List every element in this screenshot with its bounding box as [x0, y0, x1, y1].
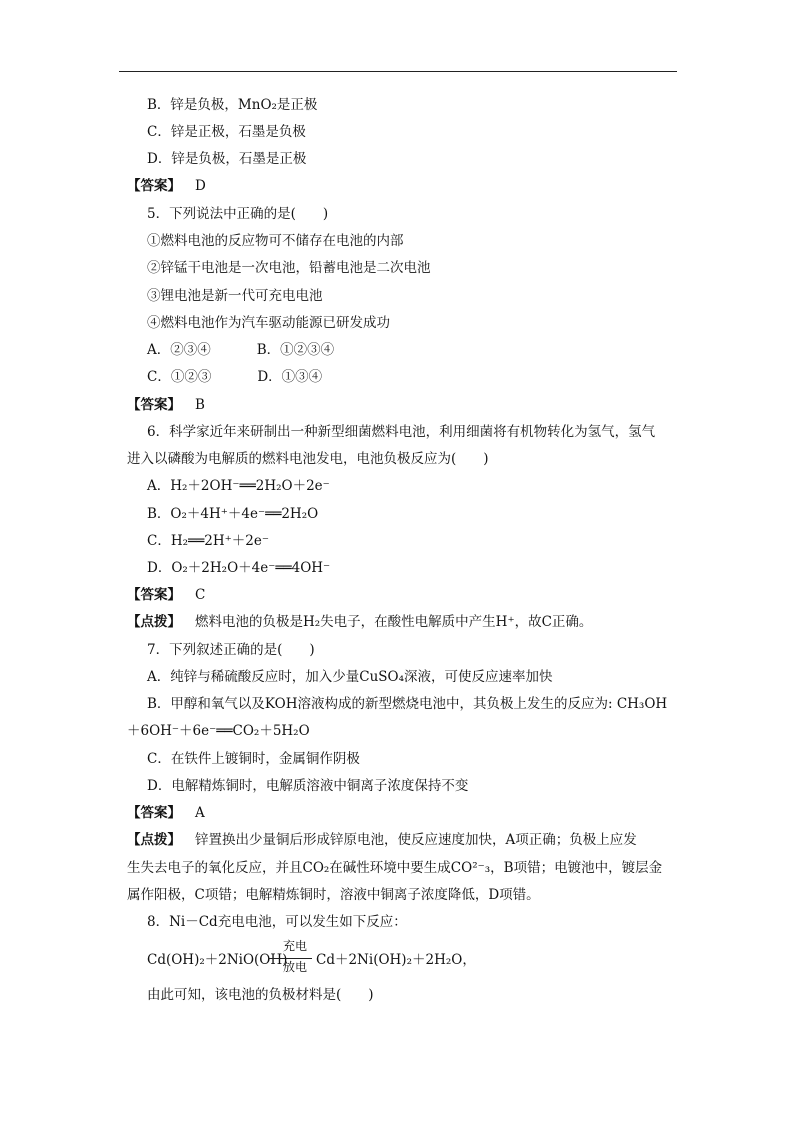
q7-option-c: C．在铁件上镀铜时，金属铜作阴极: [147, 751, 360, 767]
reaction-condition-bottom: 放电: [282, 960, 307, 974]
tip-6: [127, 612, 592, 632]
q6-option-d: D．O₂＋2H₂O＋4e⁻══4OH⁻: [147, 560, 331, 576]
q6-option-b: B．O₂＋4H⁺＋4e⁻══2H₂O: [147, 506, 319, 522]
q5-statement-2: ②锌锰干电池是一次电池，铅蓄电池是二次电池: [147, 260, 431, 276]
answer-tag: 【答案】: [127, 587, 181, 603]
answer-tag: 【答案】: [127, 805, 181, 821]
question-6-line-1: 6．科学家近年来研制出一种新型细菌燃料电池，利用细菌将有机物转化为氢气，氢气: [147, 424, 656, 440]
q6-option-a: A．H₂＋2OH⁻══2H₂O＋2e⁻: [147, 478, 330, 494]
answer-5: [127, 395, 205, 415]
q7-option-a: A．纯锌与稀硫酸反应时，加入少量CuSO₄深液，可使反应速率加快: [147, 669, 553, 685]
q5-statement-1: ①燃料电池的反应物可不储存在电池的内部: [147, 233, 404, 249]
q8-equation-left: Cd(OH)₂＋2NiO(OH): [147, 952, 288, 968]
tip-text: 锌置换出少量铜后形成锌原电池，使反应速度加快，A项正确；负极上应发: [195, 832, 637, 848]
tip-text: 燃料电池的负极是H₂失电子，在酸性电解质中产生H⁺，故C正确。: [195, 614, 593, 630]
question-6-line-2: 进入以磷酸为电解质的燃料电池发电，电池负极反应为( ): [127, 451, 489, 467]
q5-statement-4: ④燃料电池作为汽车驱动能源已研发成功: [147, 315, 390, 331]
answer-6: [127, 585, 205, 605]
question-5: 5．下列说法中正确的是( ): [147, 206, 329, 222]
question-8: 8．Ni－Cd充电电池，可以发生如下反应：: [147, 914, 407, 930]
tip-7-line-2: 生失去电子的氧化反应，并且CO₂在碱性环境中要生成CO²⁻₃，B项错；电镀池中，镀层金: [127, 860, 663, 876]
option-c: C．锌是正极，石墨是负极: [147, 124, 306, 140]
q5-option-a: A．②③④: [147, 342, 211, 358]
tip-7-line-1: [127, 830, 637, 850]
equilibrium-arrow: [268, 958, 312, 959]
tip-tag: 【点拨】: [127, 614, 181, 630]
answer-value: D: [195, 178, 206, 194]
question-8-line-3: 由此可知，该电池的负极材料是( ): [147, 987, 374, 1003]
q5-statement-3: ③锂电池是新一代可充电电池: [147, 288, 323, 304]
q5-options-cd: [147, 367, 322, 387]
reaction-condition-top: 充电: [282, 939, 307, 953]
q5-options-ab: [147, 340, 334, 360]
q7-option-b-line-1: B．甲醇和氧气以及KOH溶液构成的新型燃烧电池中，其负极上发生的反应为: CH₃OH: [147, 696, 668, 712]
option-b: B．锌是负极，MnO₂是正极: [147, 97, 318, 113]
answer-value: B: [195, 397, 205, 413]
q5-option-d: D．①③④: [257, 369, 323, 385]
header-rule: [119, 71, 677, 72]
q5-option-c: C．①②③: [147, 369, 212, 385]
q5-option-b: B．①②③④: [256, 342, 335, 358]
answer-value: C: [195, 587, 206, 603]
q7-option-d: D．电解精炼铜时，电解质溶液中铜离子浓度保持不变: [147, 778, 469, 794]
q6-option-c: C．H₂══2H⁺＋2e⁻: [147, 533, 269, 549]
answer-7: [127, 803, 205, 823]
answer-tag: 【答案】: [127, 178, 181, 194]
q8-equation-right: Cd＋2Ni(OH)₂＋2H₂O，: [316, 952, 476, 968]
answer-tag: 【答案】: [127, 397, 181, 413]
question-7: 7．下列叙述正确的是( ): [147, 642, 315, 658]
q7-option-b-line-2: ＋6OH⁻＋6e⁻══CO₂＋5H₂O: [127, 723, 310, 739]
option-d: D．锌是负极，石墨是正极: [147, 151, 307, 167]
answer-value: A: [195, 805, 205, 821]
tip-7-line-3: 属作阳极，C项错；电解精炼铜时，溶液中铜离子浓度降低，D项错。: [127, 887, 540, 903]
answer-4: [127, 176, 206, 196]
tip-tag: 【点拨】: [127, 832, 181, 848]
